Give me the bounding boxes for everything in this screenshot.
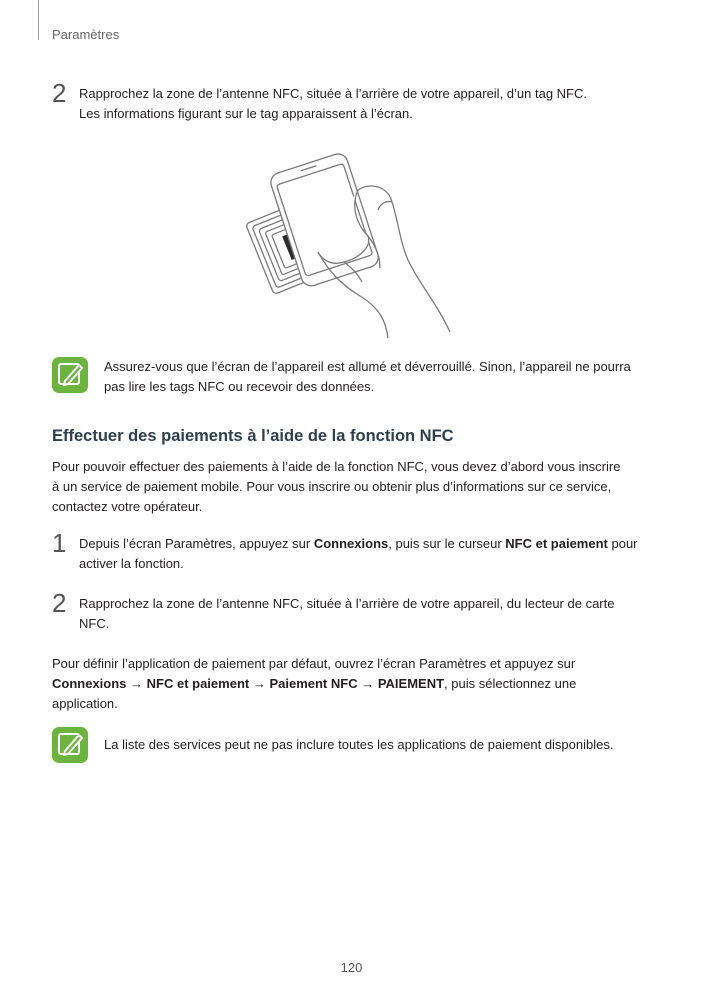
step-number: 2: [52, 78, 67, 108]
intro-line-1: Pour pouvoir effectuer des paiements à l’aide de la fonction NFC, vous devez d’abord vous inscrire: [52, 459, 621, 474]
header-rule: [38, 0, 39, 40]
note-text: [104, 357, 631, 397]
intro-line-2: à un service de paiement mobile. Pour vous inscrire ou obtenir plus d’informations sur ce service,: [52, 479, 612, 494]
step-text: [79, 534, 638, 574]
step-text: [79, 84, 587, 124]
section-title: Effectuer des paiements à l’aide de la fonction NFC: [52, 427, 454, 445]
default-app-line1: Pour définir l’application de paiement par défaut, ouvrez l’écran Paramètres et appuyez sur: [52, 656, 576, 671]
default-app-line2: Connexions → NFC et paiement → Paiement NFC → PAIEMENT, puis sélectionnez une: [52, 676, 577, 691]
step-top: [52, 78, 672, 128]
step-text-line1: Rapprochez la zone de l’antenne NFC, située à l’arrière de votre appareil, du lecteur de carte: [79, 596, 615, 611]
note-box-2: [52, 727, 652, 767]
bold-connexions: Connexions: [313, 536, 389, 551]
step-1: [52, 528, 672, 578]
note-box-1: [52, 357, 652, 401]
intro-paragraph: [52, 457, 620, 517]
page-number: 120: [340, 960, 363, 975]
note-text-line2: pas lire les tags NFC ou recevoir des données.: [104, 379, 375, 394]
note-pencil-icon: [52, 357, 88, 393]
default-app-paragraph: [52, 654, 576, 714]
step-number: 2: [52, 588, 67, 618]
step-text-line1: Rapprochez la zone de l’antenne NFC, située à l’arrière de votre appareil, d’un tag NFC.: [79, 86, 587, 101]
page-header: Paramètres: [52, 27, 120, 42]
hand-holding-phone-over-nfc-tag-illustration: [240, 150, 470, 340]
step-text-line2: activer la fonction.: [79, 556, 184, 571]
note-text-line1: Assurez-vous que l’écran de l’appareil est allumé et déverrouillé. Sinon, l’appareil ne pourra: [104, 359, 631, 374]
step-text: [79, 594, 614, 634]
note-text: La liste des services peut ne pas inclure toutes les applications de paiement disponibles.: [104, 737, 614, 752]
step-2: [52, 588, 672, 638]
nfc-illustration-icon: [240, 150, 470, 340]
default-app-line3: application.: [52, 696, 118, 711]
step-text-line1: Depuis l’écran Paramètres, appuyez sur Connexions, puis sur le curseur NFC et paiement pour: [79, 536, 638, 551]
bold-nfc-et-paiement: NFC et paiement: [505, 536, 608, 551]
intro-line-3: contactez votre opérateur.: [52, 499, 203, 514]
step-text-line2: NFC.: [79, 616, 110, 631]
step-number: 1: [52, 528, 67, 558]
note-pencil-icon: [52, 727, 88, 763]
step-text-line2: Les informations figurant sur le tag apparaissent à l’écran.: [79, 106, 413, 121]
